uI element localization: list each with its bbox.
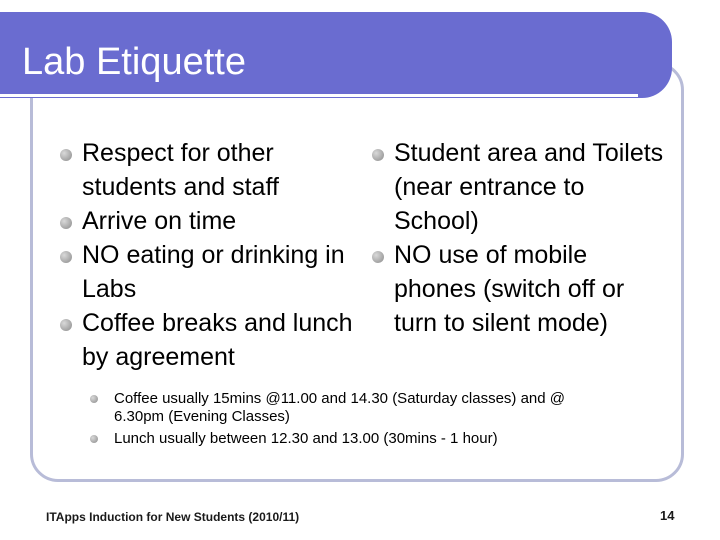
bullet-icon	[90, 395, 98, 403]
bullet-item: Student area and Toilets (near entrance to School)	[394, 136, 674, 238]
sub-bullet-item: Lunch usually between 12.30 and 13.00 (30mins - 1 hour)	[114, 430, 614, 448]
title-underline	[0, 94, 638, 97]
bullet-item: NO use of mobile phones (switch off or turn to silent mode)	[394, 238, 674, 340]
bullet-item: Respect for other students and staff	[82, 136, 362, 204]
bullet-icon	[372, 251, 384, 263]
right-bullet-list	[394, 136, 674, 340]
slide-title: Lab Etiquette	[22, 41, 246, 83]
bullet-item: Arrive on time	[82, 204, 362, 238]
left-bullet-list	[82, 136, 362, 374]
bullet-icon	[60, 217, 72, 229]
bullet-icon	[60, 319, 72, 331]
bullet-icon	[90, 435, 98, 443]
bullet-icon	[60, 149, 72, 161]
bullet-icon	[372, 149, 384, 161]
bullet-item: Coffee breaks and lunch by agreement	[82, 306, 362, 374]
bullet-item: NO eating or drinking in Labs	[82, 238, 362, 306]
bullet-icon	[60, 251, 72, 263]
footer-text: ITApps Induction for New Students (2010/11)	[46, 510, 300, 524]
sub-bullet-list	[114, 390, 614, 452]
page-number: 14	[660, 508, 675, 523]
sub-bullet-item: Coffee usually 15mins @11.00 and 14.30 (Saturday classes) and @ 6.30pm (Evening Classes)	[114, 390, 614, 426]
